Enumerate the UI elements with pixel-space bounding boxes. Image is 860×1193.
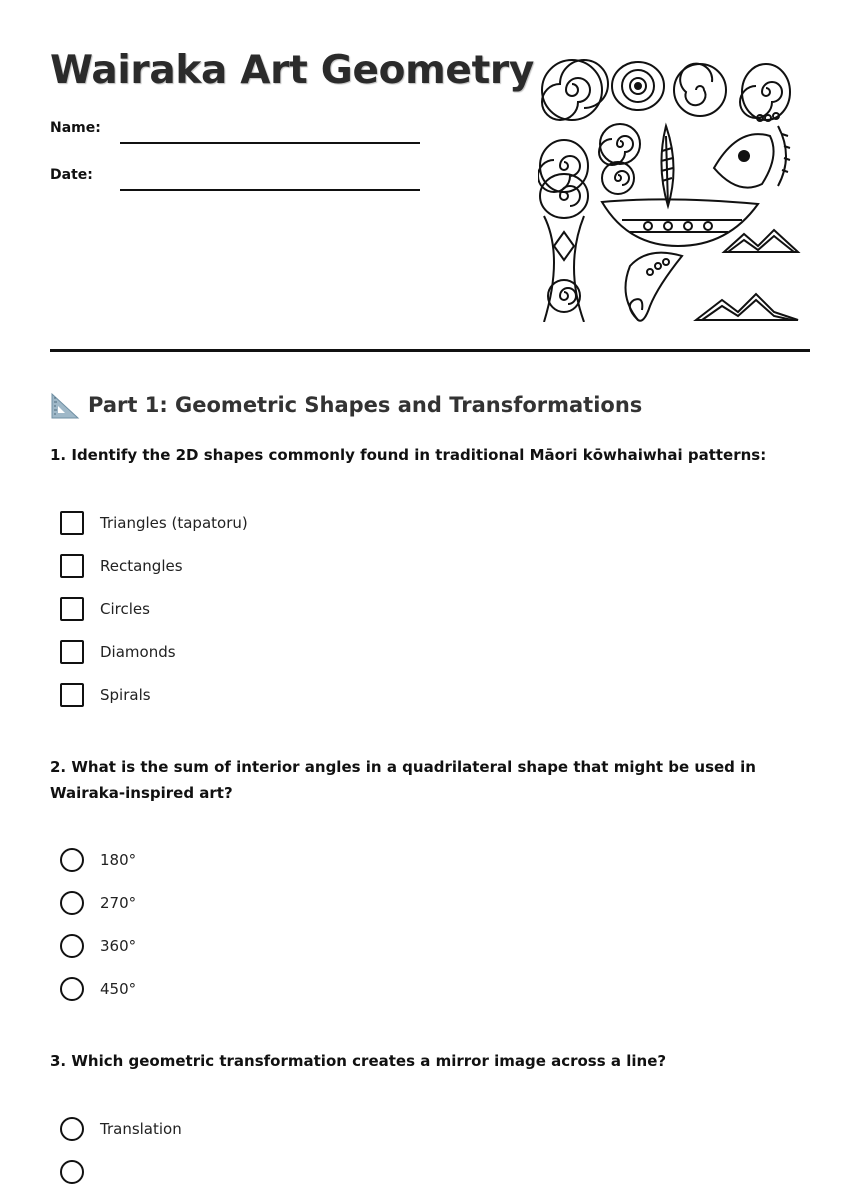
mountains-icon [696,294,798,320]
option-label: 270° [100,893,137,912]
section-title: Part 1: Geometric Shapes and Transformations [88,393,643,417]
carved-figure-icon [544,216,584,322]
waka-canoe-icon [602,199,758,246]
section-heading [50,388,642,422]
header-divider [50,349,810,352]
koru-hook-icon [626,253,683,321]
checkbox[interactable] [60,554,84,578]
name-line[interactable] [120,142,420,144]
option-label: Triangles (tapatoru) [100,513,248,532]
q2-option-180[interactable] [60,838,136,881]
option-label: 180° [100,850,137,869]
radio-button[interactable] [60,934,84,958]
koru-spiral-icon [540,174,588,218]
name-field[interactable] [50,120,420,144]
checkbox[interactable] [60,597,84,621]
option-label: Circles [100,599,150,618]
feather-icon [661,126,674,206]
question-3-options [60,1107,182,1193]
checkbox[interactable] [60,683,84,707]
date-line[interactable] [120,189,420,191]
name-label: Name: [50,120,101,136]
date-label: Date: [50,167,93,183]
q3-option-partial[interactable] [60,1150,182,1193]
q2-option-450[interactable] [60,967,136,1010]
maori-art-illustration [538,56,802,322]
radio-button[interactable] [60,1117,84,1141]
question-2: 2. What is the sum of interior angles in a quadrilateral shape that might be used in Wairaka-inspired art? [50,758,756,802]
worksheet-header [50,48,810,328]
q3-option-translation[interactable] [60,1107,182,1150]
koru-spiral-icon [538,140,588,192]
koru-spiral-icon [599,124,640,165]
checkbox[interactable] [60,511,84,535]
checkbox[interactable] [60,640,84,664]
radio-button[interactable] [60,1160,84,1184]
q1-option-rectangles[interactable] [60,544,248,587]
q1-option-spirals[interactable] [60,673,248,716]
page-title: Wairaka Art Geometry [50,48,534,93]
koru-spiral-icon [740,64,790,121]
q2-option-270[interactable] [60,881,136,924]
option-label: 360° [100,936,137,955]
q1-option-diamonds[interactable] [60,630,248,673]
option-label: Rectangles [100,556,183,575]
koru-spiral-icon [602,162,634,194]
option-label: Spirals [100,685,151,704]
fish-head-icon [714,126,790,188]
mountains-icon [724,230,798,252]
q1-option-circles[interactable] [60,587,248,630]
q1-option-triangles[interactable] [60,501,248,544]
question-3: 3. Which geometric transformation creates a mirror image across a line? [50,1052,667,1070]
question-2-options [60,838,136,1010]
radio-button[interactable] [60,891,84,915]
date-field[interactable] [50,167,420,191]
koru-spiral-icon [542,60,608,120]
set-square-icon [50,390,80,420]
radio-button[interactable] [60,977,84,1001]
koru-spiral-icon [674,64,726,116]
koru-spiral-icon [612,62,664,110]
radio-button[interactable] [60,848,84,872]
question-1: 1. Identify the 2D shapes commonly found in traditional Māori kōwhaiwhai patterns: [50,446,767,464]
question-1-options [60,501,248,716]
q2-option-360[interactable] [60,924,136,967]
option-label: Translation [100,1119,182,1138]
option-label: Diamonds [100,642,176,661]
option-label: 450° [100,979,137,998]
